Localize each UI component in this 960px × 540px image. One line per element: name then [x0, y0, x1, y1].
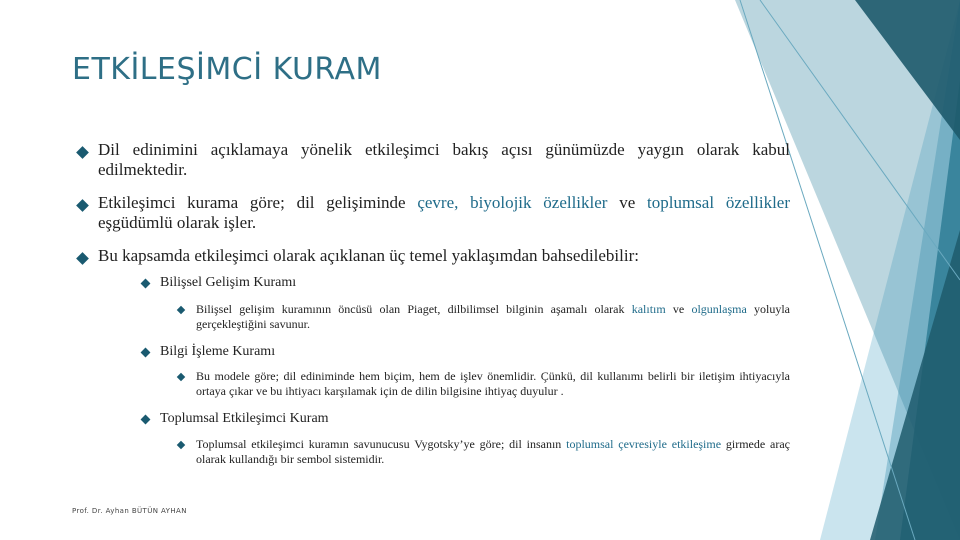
desc-text-part: ve	[665, 302, 692, 316]
approach-desc-text	[196, 437, 790, 467]
bullet-item	[76, 193, 790, 233]
approach-description	[176, 437, 790, 467]
highlight-term: kalıtım	[631, 302, 666, 316]
highlight-term: toplumsal çevresiyle etkileşime	[566, 437, 722, 451]
bullet-item	[76, 140, 790, 180]
approach-name: Bilişsel Gelişim Kuramı	[160, 275, 297, 290]
desc-text-part: Bilişsel gelişim kuramının öncüsü olan Piaget, dilbilimsel bilginin aşamalı olarak	[196, 302, 632, 316]
approach-description	[176, 302, 790, 332]
bullet-item	[76, 246, 790, 266]
approach-heading	[140, 274, 790, 292]
approach-description	[176, 369, 790, 399]
desc-text-part: yoluyla gerçekleştiğini savunur.	[196, 302, 791, 331]
approach-desc-text	[196, 302, 790, 332]
highlight-term: toplumsal özellikler	[647, 193, 791, 212]
bullet-text-part: ve	[607, 193, 648, 212]
bullet-text-part: Etkileşimci kurama göre; dil gelişiminde	[98, 193, 418, 212]
approach-heading	[140, 343, 790, 361]
desc-text-part: Toplumsal etkileşimci kuramın savunucusu Vygotsky’ye göre; dil insanın	[196, 437, 567, 451]
approach-name: Bilgi İşleme Kuramı	[160, 344, 276, 359]
bullet-text-part: eşgüdümlü olarak işler.	[98, 213, 257, 232]
bullet-text: Dil edinimini açıklamaya yönelik etkileşimci bakış açısı günümüzde yaygın olarak kabul edilmektedir.	[98, 140, 790, 179]
bullet-text	[98, 193, 790, 233]
bullet-text: Bu kapsamda etkileşimci olarak açıklanan üç temel yaklaşımdan bahsedilebilir:	[98, 246, 639, 265]
highlight-term: olgunlaşma	[691, 302, 747, 316]
approach-name: Toplumsal Etkileşimci Kuram	[160, 411, 329, 426]
approach-heading	[140, 410, 790, 428]
highlight-term: çevre, biyolojik özellikler	[417, 193, 608, 212]
desc-text-part: girmede araç olarak kullandığı bir sembol sistemidir.	[196, 437, 790, 466]
footer-author: Prof. Dr. Ayhan BÜTÜN AYHAN	[72, 507, 187, 515]
slide-title: ETKİLEŞİMCİ KURAM	[72, 52, 382, 87]
approach-desc-text: Bu modele göre; dil ediniminde hem biçim, hem de işlev önemlidir. Çünkü, dil kullanımı belirli bir iletişim ihtiyacıyla ortaya çıkar ve bu ihtiyacı karşılamak için de dilin bilgisine ihtiyaç duyulur .	[196, 369, 790, 398]
